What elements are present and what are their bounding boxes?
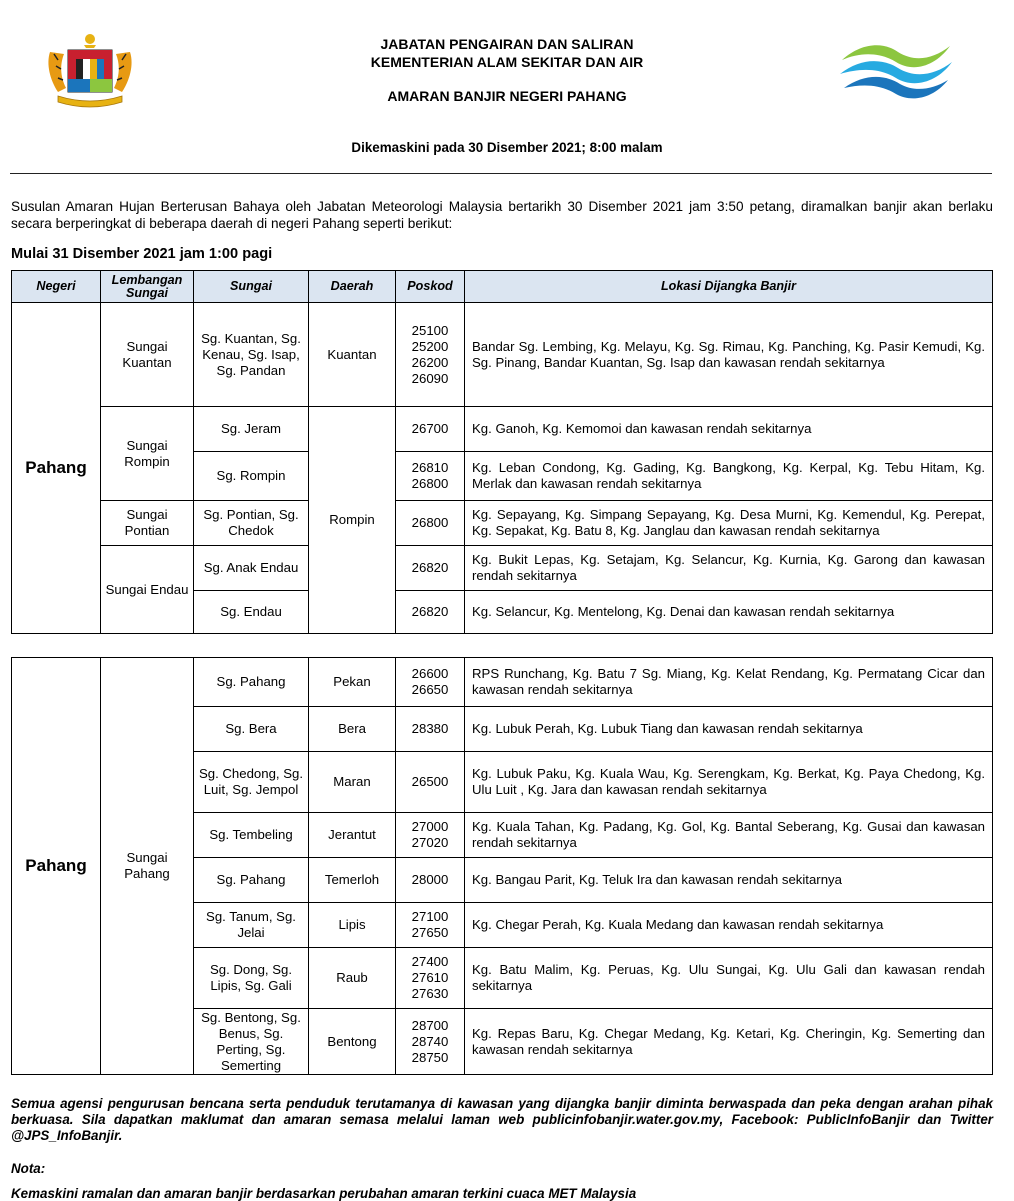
col-sungai: Sungai xyxy=(194,271,309,303)
flood-table-1 xyxy=(11,270,993,634)
negeri-cell: Pahang xyxy=(12,658,101,1075)
daerah-cell: Pekan xyxy=(309,658,396,707)
updated-date: Dikemaskini pada 30 Disember 2021; 8:00 malam xyxy=(351,140,663,155)
lembangan-cell: Sungai Kuantan xyxy=(101,303,194,407)
sungai-cell: Sg. Tanum, Sg. Jelai xyxy=(194,903,309,948)
table-row xyxy=(12,407,993,452)
lokasi-cell: Bandar Sg. Lembing, Kg. Melayu, Kg. Sg. Rimau, Kg. Panching, Kg. Pasir Kemudi, Kg. Sg. Pinang, Bandar Kuantan, Sg. Isap dan kawasan rendah sekitarnya xyxy=(465,303,993,407)
poskod-cell: 27400 27610 27630 xyxy=(396,948,465,1009)
lokasi-cell: Kg. Bukit Lepas, Kg. Setajam, Kg. Selancur, Kg. Kurnia, Kg. Garong dan kawasan rendah sekitarnya xyxy=(465,546,993,591)
poskod-cell: 27000 27020 xyxy=(396,813,465,858)
flood-table-2 xyxy=(11,657,993,1075)
poskod-cell: 26820 xyxy=(396,591,465,634)
sungai-cell: Sg. Endau xyxy=(194,591,309,634)
daerah-cell: Rompin xyxy=(309,407,396,634)
lokasi-cell: Kg. Lubuk Paku, Kg. Kuala Wau, Kg. Serengkam, Kg. Berkat, Kg. Paya Chedong, Kg. Ulu Luit , Kg. Jara dan kawasan rendah sekitarnya xyxy=(465,752,993,813)
sungai-cell: Sg. Pahang xyxy=(194,658,309,707)
ministry-name: KEMENTERIAN ALAM SEKITAR DAN AIR xyxy=(370,54,644,70)
poskod-cell: 28380 xyxy=(396,707,465,752)
effective-time-heading: Mulai 31 Disember 2021 jam 1:00 pagi xyxy=(11,246,273,262)
table-row xyxy=(12,501,993,546)
lokasi-cell: Kg. Repas Baru, Kg. Chegar Medang, Kg. Ketari, Kg. Cheringin, Kg. Semerting dan kawasan rendah sekitarnya xyxy=(465,1009,993,1075)
sungai-cell: Sg. Chedong, Sg. Luit, Sg. Jempol xyxy=(194,752,309,813)
lokasi-cell: Kg. Selancur, Kg. Mentelong, Kg. Denai dan kawasan rendah sekitarnya xyxy=(465,591,993,634)
daerah-cell: Kuantan xyxy=(309,303,396,407)
footer-advisory: Semua agensi pengurusan bencana serta penduduk terutamanya di kawasan yang dijangka banjir diminta berwaspada dan peka dengan arahan pihak berkuasa. Sila dapatkan maklumat dan amaran semasa melalui laman web publicinfobanjir.water.gov.my, Facebook: PublicInfoBanjir dan Twitter @JPS_InfoBanjir. xyxy=(11,1096,993,1143)
table-row xyxy=(12,546,993,591)
lokasi-cell: Kg. Leban Condong, Kg. Gading, Kg. Bangkong, Kg. Kerpal, Kg. Tebu Hitam, Kg. Merlak dan kawasan rendah sekitarnya xyxy=(465,452,993,501)
lokasi-cell: Kg. Kuala Tahan, Kg. Padang, Kg. Gol, Kg. Bantal Seberang, Kg. Gusai dan kawasan rendah sekitarnya xyxy=(465,813,993,858)
lembangan-cell: Sungai Endau xyxy=(101,546,194,634)
lokasi-cell: Kg. Bangau Parit, Kg. Teluk Ira dan kawasan rendah sekitarnya xyxy=(465,858,993,903)
lokasi-cell: Kg. Batu Malim, Kg. Peruas, Kg. Ulu Sungai, Kg. Ulu Gali dan kawasan rendah sekitarnya xyxy=(465,948,993,1009)
table-header-row xyxy=(12,271,993,303)
col-negeri: Negeri xyxy=(12,271,101,303)
daerah-cell: Temerloh xyxy=(309,858,396,903)
daerah-cell: Jerantut xyxy=(309,813,396,858)
poskod-cell: 25100 25200 26200 26090 xyxy=(396,303,465,407)
poskod-cell: 26800 xyxy=(396,501,465,546)
sungai-cell: Sg. Rompin xyxy=(194,452,309,501)
document-title: AMARAN BANJIR NEGERI PAHANG xyxy=(387,88,627,104)
poskod-cell: 27100 27650 xyxy=(396,903,465,948)
sungai-cell: Sg. Pontian, Sg. Chedok xyxy=(194,501,309,546)
daerah-cell: Maran xyxy=(309,752,396,813)
sungai-cell: Sg. Anak Endau xyxy=(194,546,309,591)
sungai-cell: Sg. Bera xyxy=(194,707,309,752)
intro-paragraph: Susulan Amaran Hujan Berterusan Bahaya oleh Jabatan Meteorologi Malaysia bertarikh 30 Disember 2021 jam 3:50 petang, diramalkan banjir akan berlaku secara berperingkat di beberapa daerah di negeri Pahang seperti berikut: xyxy=(11,199,993,231)
poskod-cell: 26820 xyxy=(396,546,465,591)
nota-label: Nota: xyxy=(11,1161,46,1176)
lokasi-cell: Kg. Chegar Perah, Kg. Kuala Medang dan kawasan rendah sekitarnya xyxy=(465,903,993,948)
negeri-cell: Pahang xyxy=(12,303,101,634)
daerah-cell: Bera xyxy=(309,707,396,752)
daerah-cell: Lipis xyxy=(309,903,396,948)
table-row xyxy=(12,658,993,707)
sungai-cell: Sg. Bentong, Sg. Benus, Sg. Perting, Sg. Semerting xyxy=(194,1009,309,1075)
poskod-cell: 28700 28740 28750 xyxy=(396,1009,465,1075)
lokasi-cell: RPS Runchang, Kg. Batu 7 Sg. Miang, Kg. Kelat Rendang, Kg. Permatang Cicar dan kawasan rendah sekitarnya xyxy=(465,658,993,707)
sungai-cell: Sg. Dong, Sg. Lipis, Sg. Gali xyxy=(194,948,309,1009)
poskod-cell: 26600 26650 xyxy=(396,658,465,707)
lembangan-cell: Sungai Pahang xyxy=(101,658,194,1075)
poskod-cell: 26700 xyxy=(396,407,465,452)
poskod-cell: 26500 xyxy=(396,752,465,813)
col-poskod: Poskod xyxy=(396,271,465,303)
nota-text: Kemaskini ramalan dan amaran banjir berdasarkan perubahan amaran terkini cuaca MET Malaysia xyxy=(11,1186,637,1201)
daerah-cell: Raub xyxy=(309,948,396,1009)
sungai-cell: Sg. Jeram xyxy=(194,407,309,452)
sungai-cell: Sg. Pahang xyxy=(194,858,309,903)
table-row xyxy=(12,303,993,407)
col-lembangan: Lembangan Sungai xyxy=(101,271,194,303)
sungai-cell: Sg. Kuantan, Sg. Kenau, Sg. Isap, Sg. Pandan xyxy=(194,303,309,407)
poskod-cell: 28000 xyxy=(396,858,465,903)
header-divider xyxy=(10,173,992,174)
agency-name: JABATAN PENGAIRAN DAN SALIRAN xyxy=(380,36,634,52)
sungai-cell: Sg. Tembeling xyxy=(194,813,309,858)
lokasi-cell: Kg. Sepayang, Kg. Simpang Sepayang, Kg. Desa Murni, Kg. Kemendul, Kg. Perepat, Kg. Sepakat, Kg. Batu 8, Kg. Janglau dan kawasan rendah sekitarnya xyxy=(465,501,993,546)
lembangan-cell: Sungai Pontian xyxy=(101,501,194,546)
poskod-cell: 26810 26800 xyxy=(396,452,465,501)
lembangan-cell: Sungai Rompin xyxy=(101,407,194,501)
col-daerah: Daerah xyxy=(309,271,396,303)
col-lokasi: Lokasi Dijangka Banjir xyxy=(465,271,993,303)
lokasi-cell: Kg. Ganoh, Kg. Kemomoi dan kawasan rendah sekitarnya xyxy=(465,407,993,452)
lokasi-cell: Kg. Lubuk Perah, Kg. Lubuk Tiang dan kawasan rendah sekitarnya xyxy=(465,707,993,752)
daerah-cell: Bentong xyxy=(309,1009,396,1075)
